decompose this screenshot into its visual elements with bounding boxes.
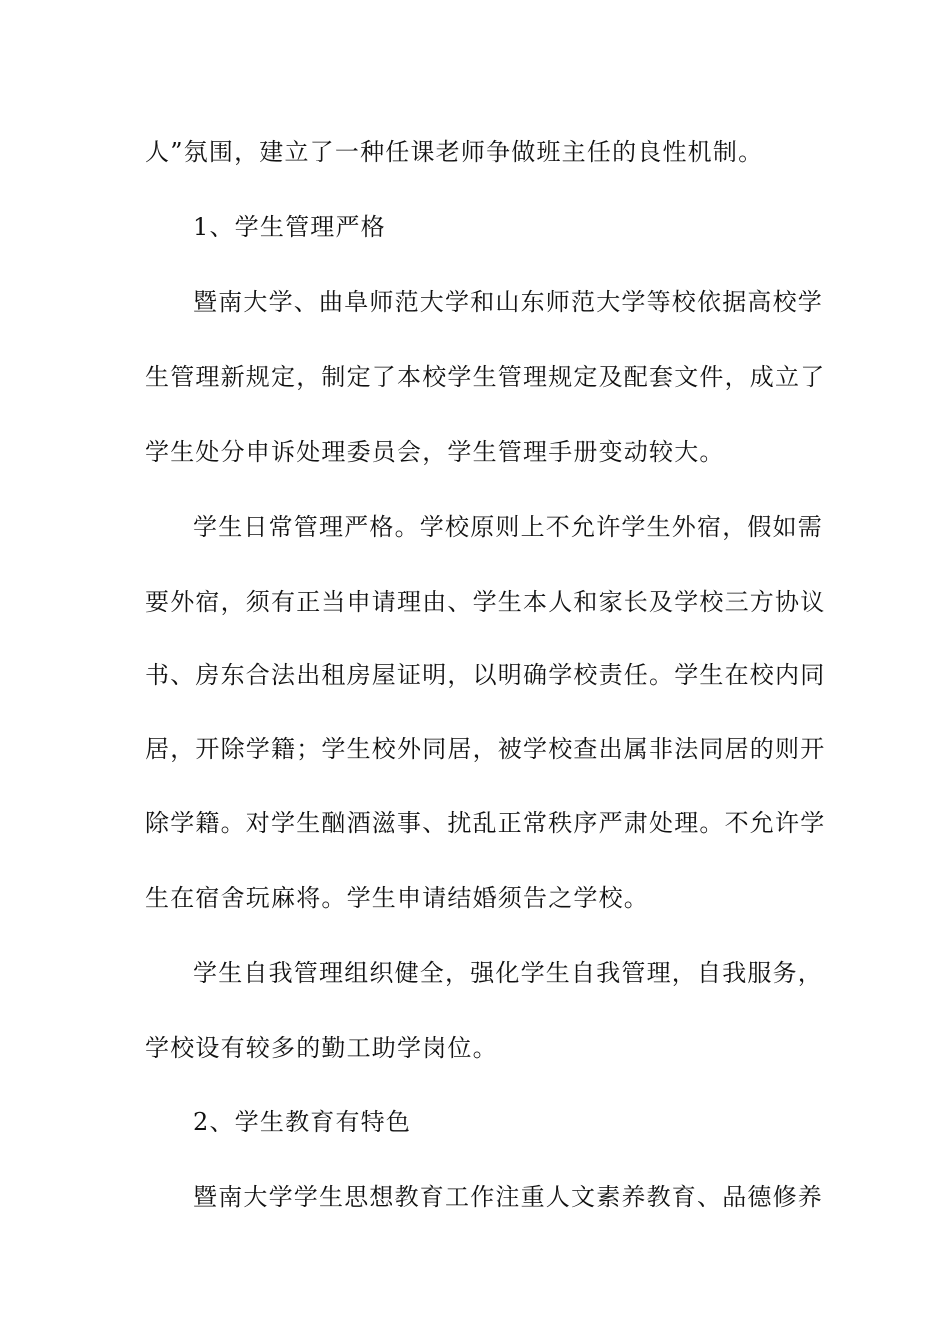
text-line: 暨南大学学生思想教育工作注重人文素养教育、品德修养 xyxy=(193,1183,823,1211)
text-line: 学生自我管理组织健全，强化学生自我管理，自我服务， xyxy=(193,959,823,987)
text-line: 除学籍。对学生酗酒滋事、扰乱正常秩序严肃处理。不允许学 xyxy=(145,809,826,837)
section-heading: 1、学生管理严格 xyxy=(193,213,386,241)
text-line: 暨南大学、曲阜师范大学和山东师范大学等校依据高校学 xyxy=(193,288,823,316)
text-line: 要外宿，须有正当申请理由、学生本人和家长及学校三方协议 xyxy=(145,588,826,616)
text-line: 学校设有较多的勤工助学岗位。 xyxy=(145,1034,498,1062)
text-line: 学生处分申诉处理委员会，学生管理手册变动较大。 xyxy=(145,438,725,466)
text-line: 书、房东合法出租房屋证明，以明确学校责任。学生在校内同 xyxy=(145,661,826,689)
text-line: 学生日常管理严格。学校原则上不允许学生外宿，假如需 xyxy=(193,513,823,541)
text-line: 生管理新规定，制定了本校学生管理规定及配套文件，成立了 xyxy=(145,363,826,391)
text-line: 人”氛围，建立了一种任课老师争做班主任的良性机制。 xyxy=(145,138,764,166)
section-heading: 2、学生教育有特色 xyxy=(193,1108,412,1136)
text-line: 居，开除学籍；学生校外同居，被学校查出属非法同居的则开 xyxy=(145,735,826,763)
text-line: 生在宿舍玩麻将。学生申请结婚须告之学校。 xyxy=(145,884,649,912)
